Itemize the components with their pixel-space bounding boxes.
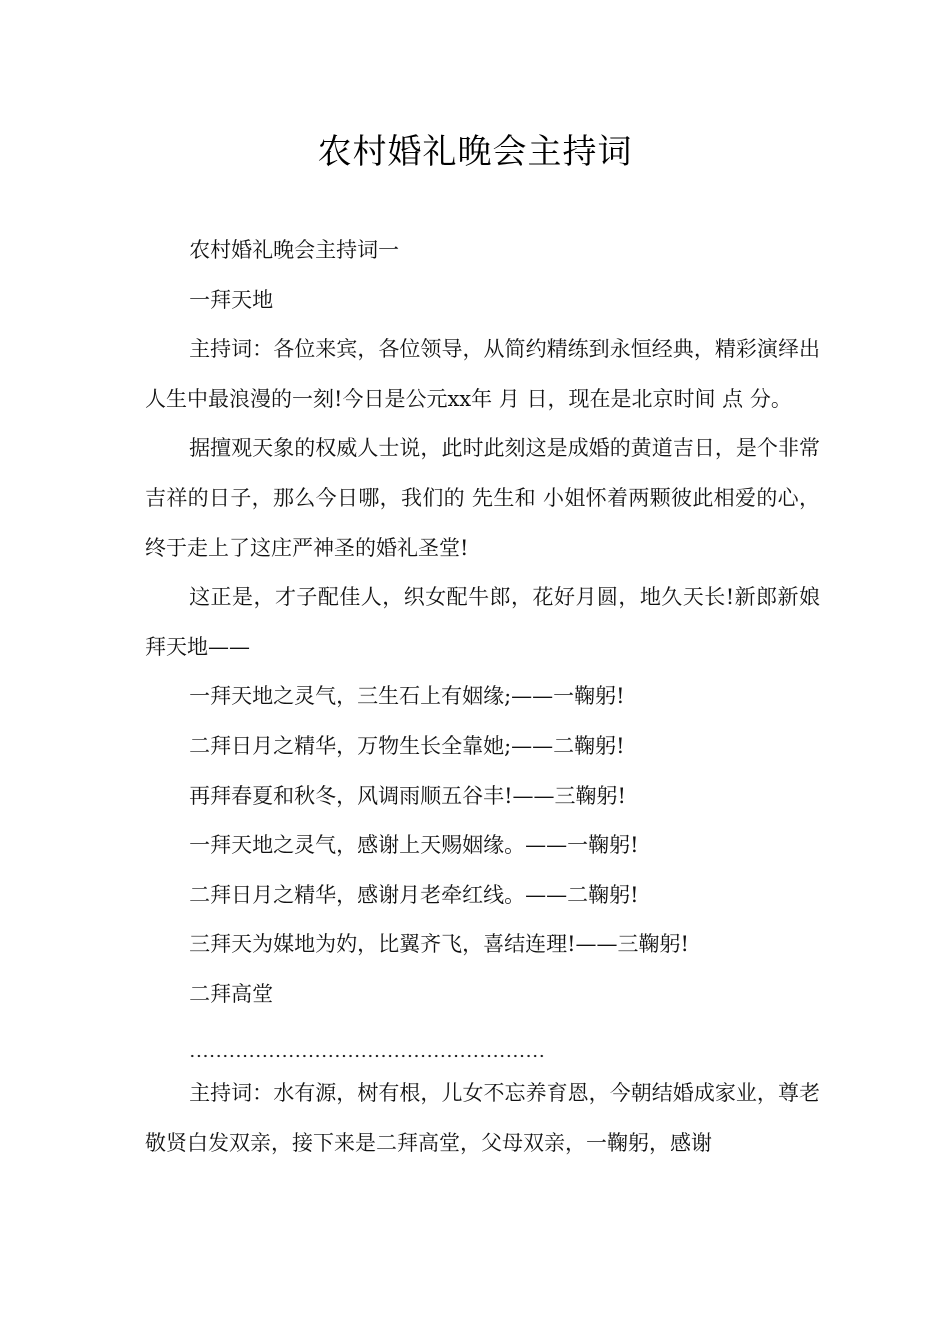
paragraph: 一拜天地之灵气，三生石上有姻缘;——一鞠躬! xyxy=(189,684,625,709)
paragraph: 二拜日月之精华，万物生长全靠她;——二鞠躬! xyxy=(189,733,625,758)
paragraph: 二拜高堂 xyxy=(189,981,274,1006)
paragraph: 三拜天为媒地为妁，比翼齐飞，喜结连理!——三鞠躬! xyxy=(189,932,689,957)
dotted-line xyxy=(189,1020,545,1070)
paragraph: 主持词：水有源，树有根，儿女不忘养育恩，今朝结婚成家业，尊老敬贤白发双亲，接下来是二拜高堂，父母双亲，一鞠躬，感谢 xyxy=(145,1081,820,1155)
paragraph: 这正是，才子配佳人，织女配牛郎，花好月圆，地久天长!新郎新娘拜天地—— xyxy=(145,585,820,659)
paragraph: 一拜天地 xyxy=(189,287,274,312)
document-title: 农村婚礼晚会主持词 xyxy=(317,132,633,172)
paragraph: 据擅观天象的权威人士说，此时此刻这是成婚的黄道吉日，是个非常吉祥的日子，那么今日哪，我们的 先生和 小姐怀着两颗彼此相爱的心，终于走上了这庄严神圣的婚礼圣堂! xyxy=(145,436,820,560)
paragraph: 再拜春夏和秋冬，风调雨顺五谷丰!——三鞠躬! xyxy=(189,783,626,808)
paragraph: 农村婚礼晚会主持词一 xyxy=(189,238,400,262)
paragraph: 二拜日月之精华，感谢月老牵红线。——二鞠躬! xyxy=(189,882,639,907)
paragraph: 主持词：各位来宾，各位领导，从简约精练到永恒经典，精彩演绎出人生中最浪漫的一刻!今日是公元xx年 月 日，现在是北京时间 点 分。 xyxy=(145,337,820,411)
document-body xyxy=(145,226,820,1168)
paragraph: 一拜天地之灵气，感谢上天赐姻缘。——一鞠躬! xyxy=(189,833,639,858)
dotted-separator xyxy=(145,1020,820,1070)
